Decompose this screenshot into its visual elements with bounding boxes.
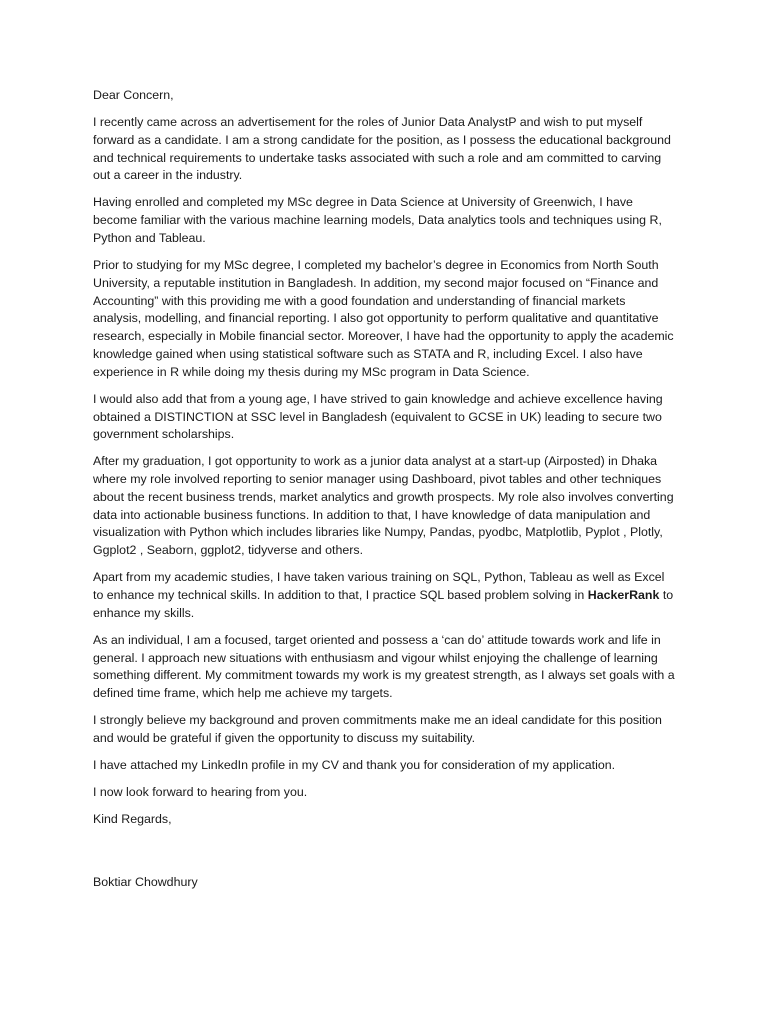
paragraph-linkedin: I have attached my LinkedIn profile in my CV and thank you for consideration of my application. xyxy=(93,757,616,772)
paragraph-msc: Having enrolled and completed my MSc degree in Data Science at University of Greenwich, I have become familiar with the various machine learning models, Data analytics tools and techniques using R, Python and Tableau. xyxy=(93,195,662,245)
paragraph-distinction: I would also add that from a young age, I have strived to gain knowledge and achieve excellence having obtained a DISTINCTION at SSC level in Bangladesh (equivalent to GCSE in UK) leading to secure two government scholarships. xyxy=(93,391,663,442)
paragraph-personal: As an individual, I am a focused, target oriented and possess a ‘can do’ attitude towards work and life in general. I approach new situations with enthusiasm and vigour whilst enjoying the challenge of learning something different. My commitment towards my work is my greatest strength, as I always set goals with a defined time frame, which help me achieve my targets. xyxy=(93,632,675,701)
signature-space xyxy=(93,838,675,874)
paragraph-belief: I strongly believe my background and proven commitments make me an ideal candidate for this position and would be grateful if given the opportunity to discuss my suitability. xyxy=(93,713,662,745)
closing: Kind Regards, xyxy=(93,811,172,826)
salutation: Dear Concern, xyxy=(93,88,174,102)
hackerrank-bold: HackerRank xyxy=(587,588,660,603)
training-text-before: Apart from my academic studies, I have taken various training on SQL, Python, Tableau as well as Excel to enhance my technical skills. In addition to that, I practice SQL based problem solving in xyxy=(93,570,665,603)
training-text-after: to enhance my skills. xyxy=(93,588,674,620)
signature-name: Boktiar Chowdhury xyxy=(93,874,198,889)
paragraph-forward: I now look forward to hearing from you. xyxy=(93,784,308,799)
cover-letter xyxy=(93,87,675,901)
paragraph-intro: I recently came across an advertisement for the roles of Junior Data AnalystP and wish to put myself forward as a candidate. I am a strong candidate for the position, as I possess the educational background and technical requirements to undertake tasks associated with such a role and am committed to carving out a career in the industry. xyxy=(93,114,671,183)
paragraph-training xyxy=(93,569,675,622)
paragraph-bachelor: Prior to studying for my MSc degree, I completed my bachelor’s degree in Economics from North South University, a reputable institution in Bangladesh. In addition, my second major focused on “Finance and Accounting” with this providing me with a good foundation and understanding of financial markets analysis, modelling, and financial reporting. I also got opportunity to perform qualitative and quantitative research, especially in Mobile financial sector. Moreover, I have had the opportunity to apply the academic knowledge gained when using statistical software such as STATA and R, including Excel. I also have experience in R while doing my thesis during my MSc program in Data Science. xyxy=(93,257,674,379)
paragraph-experience: After my graduation, I got opportunity to work as a junior data analyst at a start-up (Airposted) in Dhaka where my role involved reporting to senior manager using Dashboard, pivot tables and other techniques about the recent business trends, market analytics and growth prospects. My role also involves converting data into actionable business functions. In addition to that, I have knowledge of data manipulation and visualization with Python which includes libraries like Numpy, Pandas, pyodbc, Matplotlib, Pyplot , Plotly, Ggplot2 , Seaborn, ggplot2, tidyverse and others. xyxy=(93,454,674,558)
